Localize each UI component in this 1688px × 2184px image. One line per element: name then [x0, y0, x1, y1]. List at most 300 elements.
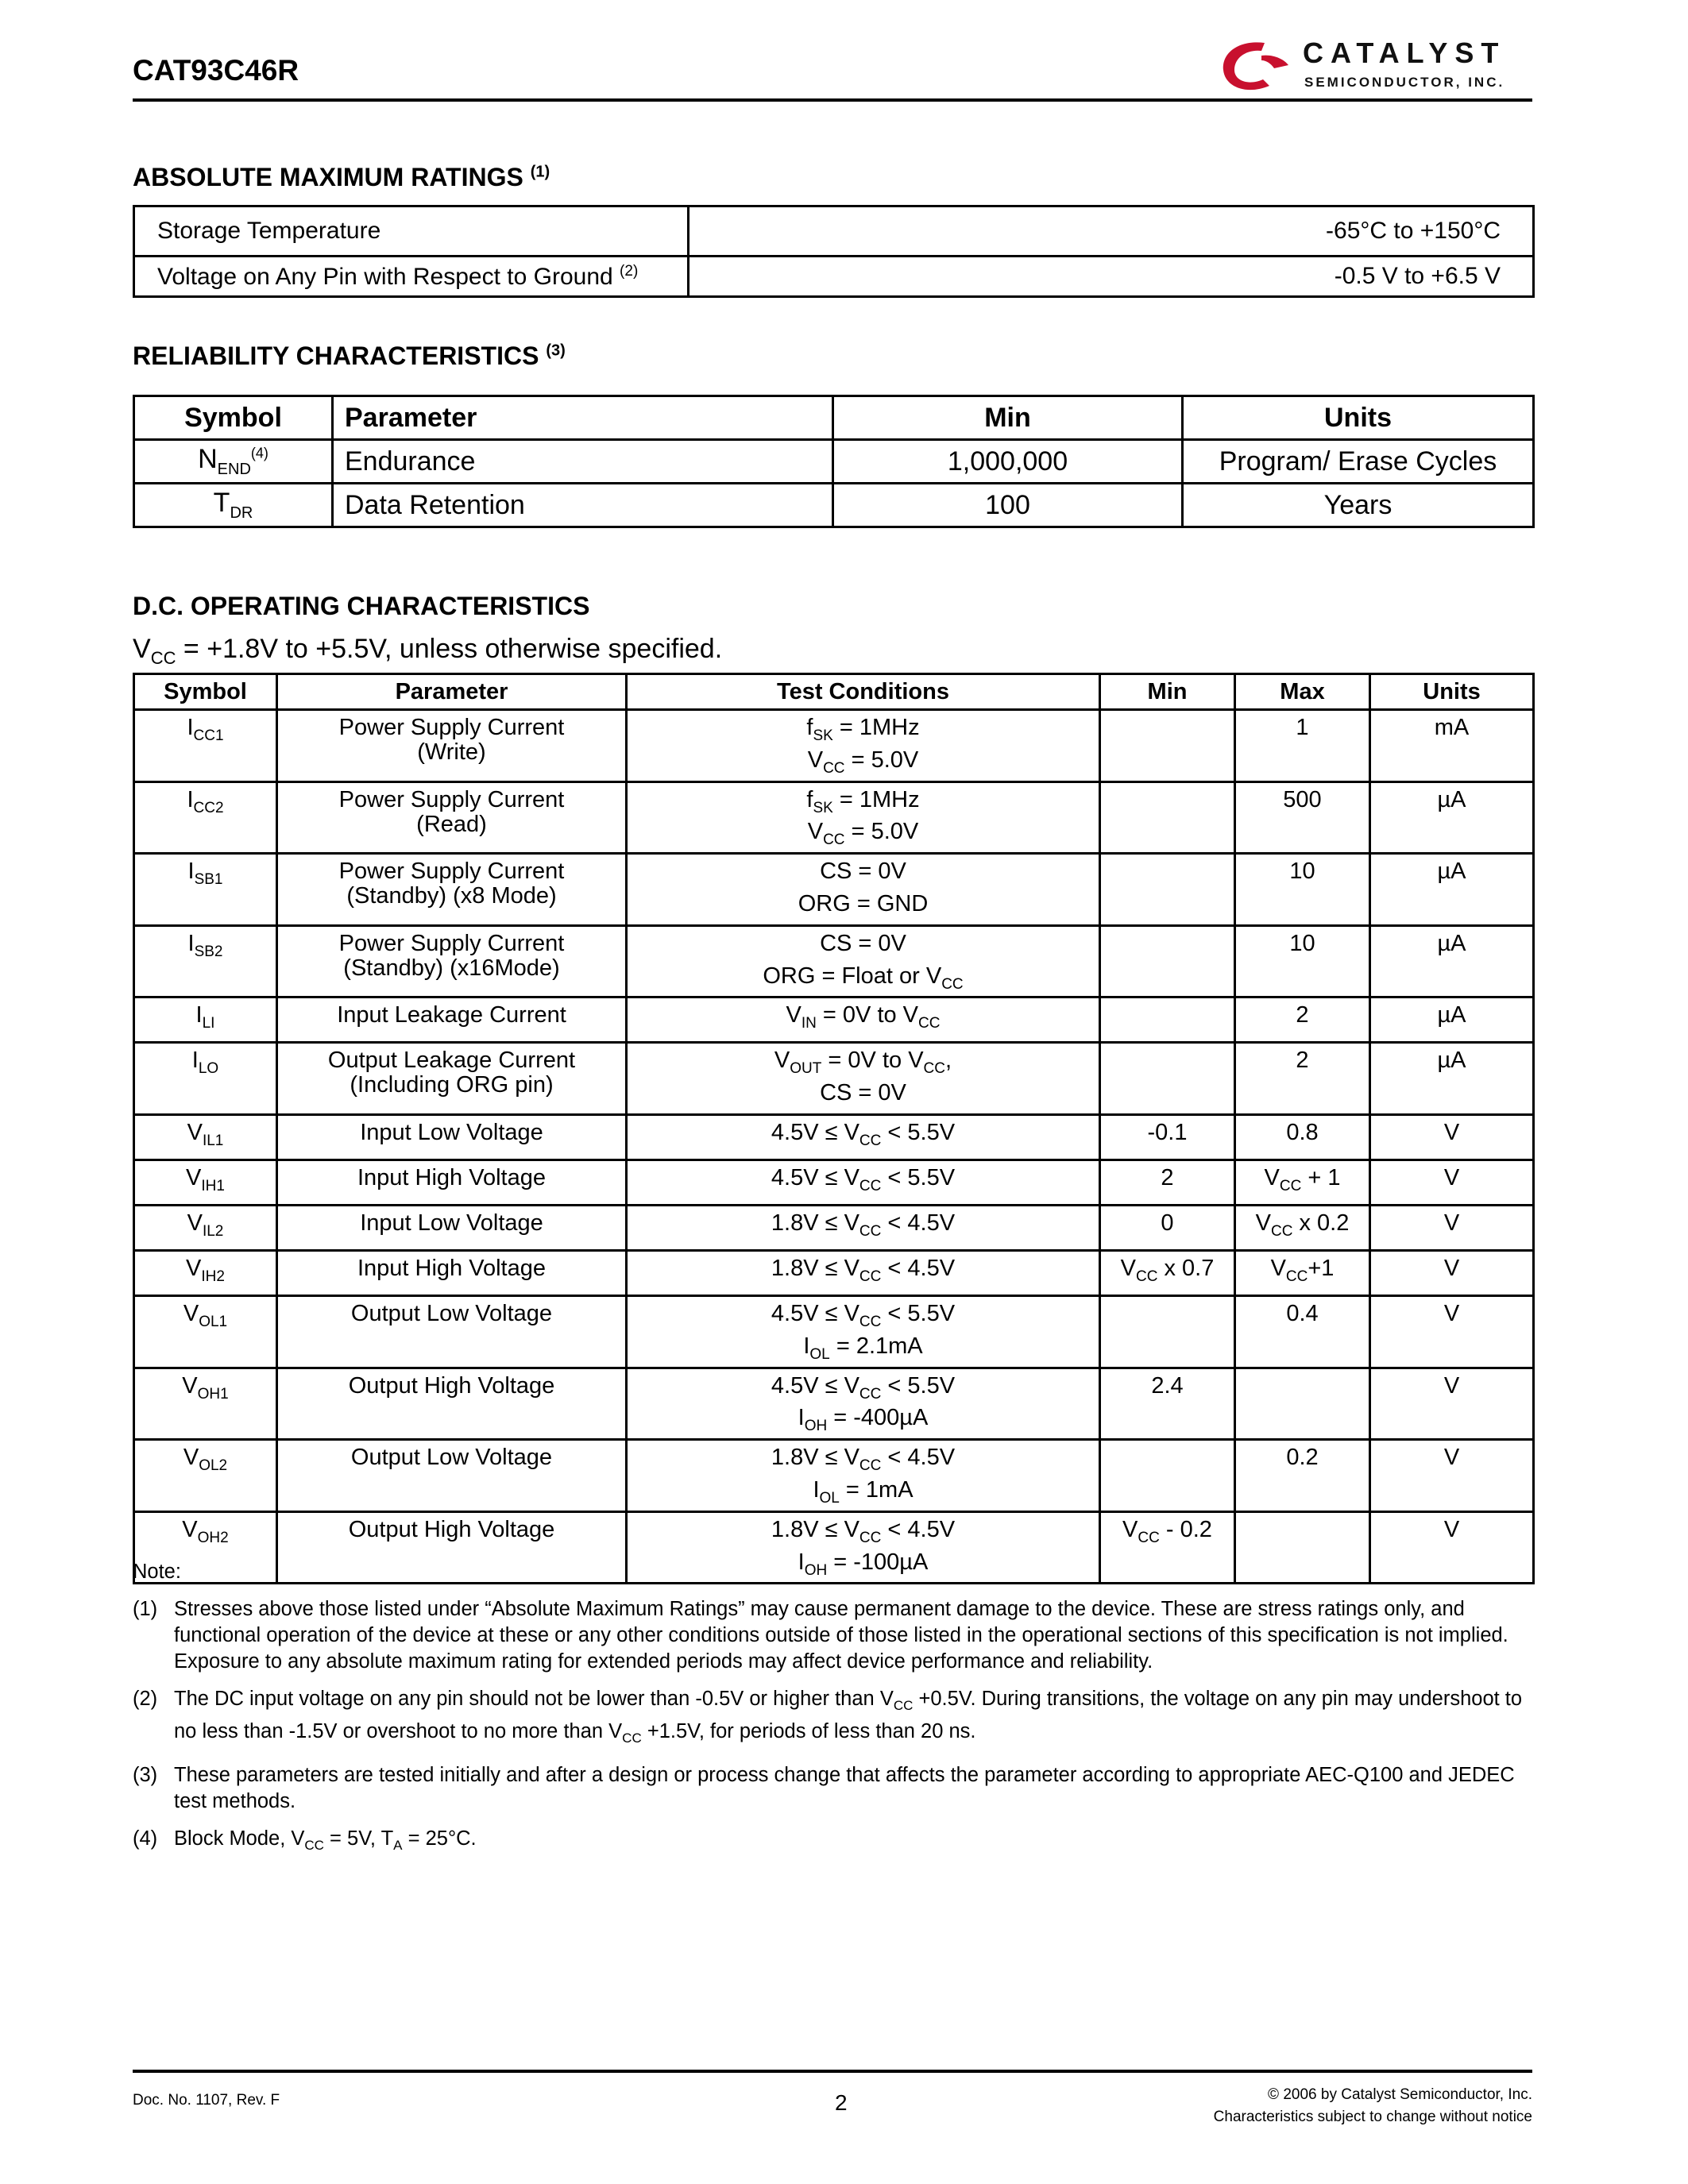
- rel-symbol-letter: N: [198, 444, 218, 475]
- dc-cond: [771, 1164, 956, 1194]
- copyright-text: © 2006 by Catalyst Semiconductor, Inc.: [1268, 2086, 1532, 2103]
- dc-test-conditions: [627, 1205, 1100, 1250]
- abs-max-row: [134, 257, 1534, 297]
- note-text-part: The DC input voltage on any pin should not be lower than -0.5V or higher than V: [174, 1688, 894, 1710]
- dc-min: 0: [1100, 1205, 1235, 1250]
- dc-parameter-line: (Standby) (x16Mode): [343, 955, 560, 981]
- dc-cond-a: 1.8V ≤ V: [771, 1516, 859, 1542]
- dc-units: µA: [1370, 997, 1534, 1043]
- dc-cond-line: [628, 859, 1099, 892]
- dc-parameter-line: Output High Voltage: [348, 1372, 555, 1399]
- dc-min: [1100, 997, 1235, 1043]
- rel-symbol-sub: END: [217, 460, 251, 478]
- dc-max-value-a: V: [1255, 1210, 1271, 1236]
- dc-parameter: [277, 1250, 627, 1295]
- dc-units: V: [1370, 1295, 1534, 1368]
- note-number: (2): [133, 1688, 158, 1710]
- dc-min-value-b: x 0.7: [1157, 1255, 1215, 1281]
- dc-cond-a: 4.5V ≤ V: [771, 1164, 859, 1190]
- dc-cond-line: [628, 1445, 1099, 1478]
- note-text: [174, 1826, 1532, 1858]
- dc-cond: [771, 1445, 956, 1474]
- dc-cond-sub: IN: [801, 1015, 817, 1032]
- dc-symbol: [134, 1114, 277, 1160]
- dc-min: [1100, 854, 1235, 926]
- dc-cond-line: [628, 1374, 1099, 1406]
- logo-swoosh-inner: [1261, 56, 1288, 68]
- dc-symbol-letter: V: [186, 1164, 202, 1190]
- abs-max-value: -65°C to +150°C: [689, 206, 1534, 257]
- reliability-table: [133, 395, 1535, 528]
- abs-max-table: [133, 205, 1535, 298]
- dc-parameter: [277, 1205, 627, 1250]
- dc-min: 2: [1100, 1160, 1235, 1205]
- dc-cond: [820, 859, 906, 884]
- dc-cond-line: [628, 1406, 1099, 1438]
- dc-min-value-sub: CC: [1135, 1268, 1158, 1285]
- notes-list: [133, 1596, 1532, 1858]
- dc-cond: [771, 1516, 956, 1546]
- abs-max-param: [134, 206, 689, 257]
- dc-symbol-letter: I: [187, 859, 195, 885]
- dc-parameter-line: Output Low Voltage: [350, 1300, 553, 1326]
- dc-units: µA: [1370, 1043, 1534, 1115]
- dc-min: [1100, 781, 1235, 854]
- note-text-part: = 5V, T: [323, 1827, 394, 1850]
- dc-row: [134, 710, 1534, 782]
- dc-min-value-a: V: [1122, 1516, 1138, 1542]
- dc-cond-sub: SK: [813, 727, 833, 744]
- dc-cond-line: [628, 1334, 1099, 1367]
- dc-cond-a: I: [798, 1405, 805, 1431]
- dc-row: [134, 781, 1534, 854]
- dc-cond-a: 4.5V ≤ V: [771, 1119, 859, 1145]
- dc-col-test-conditions: Test Conditions: [627, 674, 1100, 710]
- dc-cond-b: = 0V to V: [821, 1048, 924, 1074]
- dc-test-conditions: [627, 1250, 1100, 1295]
- dc-cond-sub: OH: [804, 1561, 828, 1579]
- dc-cond-sub: CC: [923, 1060, 945, 1078]
- dc-min: [1100, 925, 1235, 997]
- dc-test-conditions: [627, 710, 1100, 782]
- abs-max-param-text: Voltage on Any Pin with Respect to Ground: [157, 263, 613, 290]
- rel-units: Program/ Erase Cycles: [1183, 440, 1534, 484]
- reliability-heading: [133, 341, 566, 371]
- notes-heading: Note:: [133, 1561, 181, 1583]
- dc-cond-sub: OL: [809, 1345, 830, 1363]
- note-text-part: +0.5V. During transitions, the voltage on any pin may undershoot to no less than -1.5V or overshoot to no more than V: [174, 1688, 1523, 1743]
- dc-cond-sub: CC: [859, 1385, 882, 1403]
- dc-max-value-b: + 1: [1301, 1164, 1341, 1190]
- dc-cond-b: = 5.0V: [844, 819, 919, 845]
- dc-parameter-line: Input Low Voltage: [360, 1210, 543, 1236]
- dc-cond-sub: CC: [859, 1529, 882, 1546]
- dc-units: mA: [1370, 710, 1534, 782]
- note-number: (4): [133, 1827, 158, 1850]
- dc-cond-b: = -100µA: [827, 1549, 929, 1575]
- dc-symbol: [134, 1205, 277, 1250]
- dc-test-conditions: [627, 997, 1100, 1043]
- dc-max: 0.8: [1235, 1114, 1370, 1160]
- dc-cond-rest: = +1.8V to +5.5V, unless otherwise specified.: [176, 634, 723, 664]
- dc-test-conditions: [627, 1160, 1100, 1205]
- note-text-part: Block Mode, V: [174, 1827, 305, 1850]
- dc-max: 10: [1235, 925, 1370, 997]
- note-text: [174, 1596, 1532, 1675]
- dc-max-value-b: +1: [1308, 1255, 1335, 1281]
- dc-cond-sub: OH: [804, 1418, 828, 1435]
- dc-max: 500: [1235, 781, 1370, 854]
- dc-max-value: [1264, 1164, 1341, 1194]
- dc-cond: [798, 1405, 929, 1435]
- dc-units: V: [1370, 1440, 1534, 1512]
- footer-copyright: [1056, 2084, 1532, 2128]
- dc-row: [134, 1205, 1534, 1250]
- dc-max-value-sub: CC: [1270, 1222, 1293, 1240]
- dc-row: [134, 1160, 1534, 1205]
- abs-max-heading: [133, 163, 550, 192]
- dc-parameter-line: (Read): [416, 811, 487, 837]
- dc-cond-sub: CC: [859, 1177, 882, 1194]
- logo-swoosh: [1223, 42, 1269, 90]
- dc-cond-line: [628, 1256, 1099, 1289]
- dc-cond-b: = 2.1mA: [829, 1333, 923, 1359]
- dc-cond: [807, 819, 919, 849]
- dc-symbol-letter: V: [182, 1516, 198, 1542]
- dc-cond-a: I: [803, 1333, 810, 1359]
- dc-cond-a: 1.8V ≤ V: [771, 1210, 859, 1236]
- dc-units: µA: [1370, 781, 1534, 854]
- dc-cond-b: < 4.5V: [881, 1255, 956, 1281]
- dc-symbol-letter: I: [191, 1048, 199, 1074]
- dc-symbol-sub: OH2: [197, 1529, 229, 1546]
- dc-test-conditions: [627, 925, 1100, 997]
- dc-max: [1235, 1205, 1370, 1250]
- dc-cond-sub: CC: [823, 759, 845, 777]
- dc-symbol-letter: I: [187, 930, 195, 956]
- dc-row: [134, 1114, 1534, 1160]
- dc-symbol-sub: SB2: [194, 943, 223, 960]
- dc-symbol: [134, 781, 277, 854]
- dc-symbol: [134, 1295, 277, 1368]
- dc-max: 1: [1235, 710, 1370, 782]
- rel-parameter: Data Retention: [333, 484, 833, 527]
- reliability-row: [134, 484, 1534, 527]
- dc-col-units: Units: [1370, 674, 1534, 710]
- dc-row: [134, 1368, 1534, 1440]
- note-text: [174, 1762, 1532, 1815]
- document-title: CAT93C46R: [133, 54, 299, 87]
- dc-symbol: [134, 1440, 277, 1512]
- dc-cond-line: [628, 892, 1099, 924]
- dc-min: -0.1: [1100, 1114, 1235, 1160]
- note-text-part: Stresses above those listed under “Absolute Maximum Ratings” may cause permanent damage to the device. These are stress ratings only, and functional operation of the device at these or any other conditions outside of those listed in the operational sections of this specification is not implied. Exposure to any absolute maximum rating for extended periods may affect device performance and reliability.: [174, 1598, 1508, 1673]
- dc-units: V: [1370, 1160, 1534, 1205]
- dc-cond-a: ORG = Float or V: [763, 963, 942, 989]
- dc-col-symbol: Symbol: [134, 674, 277, 710]
- dc-cond-v: V: [133, 634, 151, 664]
- dc-min: [1100, 710, 1235, 782]
- dc-cond: [771, 1300, 956, 1330]
- dc-parameter: [277, 854, 627, 926]
- dc-max-value-sub: CC: [1279, 1177, 1302, 1194]
- dc-parameter-line: Power Supply Current: [338, 786, 565, 812]
- dc-parameter-line: (Including ORG pin): [350, 1072, 554, 1098]
- dc-conditions: [133, 634, 722, 669]
- dc-cond-b: < 4.5V: [881, 1516, 956, 1542]
- dc-cond-line: [628, 1166, 1099, 1198]
- dc-parameter: [277, 1043, 627, 1115]
- note-item: [133, 1596, 1532, 1675]
- dc-cond-comma: ,: [945, 1048, 952, 1074]
- note-text-sub: CC: [304, 1838, 324, 1854]
- dc-max: 0.4: [1235, 1295, 1370, 1368]
- note-number: (3): [133, 1764, 158, 1787]
- dc-parameter-line: Input Low Voltage: [360, 1119, 543, 1145]
- dc-cond-b: = 1MHz: [832, 715, 920, 740]
- rel-units: Years: [1183, 484, 1534, 527]
- dc-max: [1235, 1160, 1370, 1205]
- dc-symbol-letter: V: [182, 1372, 198, 1399]
- dc-cond-a: CS = 0V: [820, 859, 906, 885]
- reliability-heading-text: RELIABILITY CHARACTERISTICS: [133, 341, 539, 370]
- dc-units: µA: [1370, 925, 1534, 997]
- dc-symbol: [134, 1043, 277, 1115]
- dc-cond-b: < 5.5V: [881, 1164, 956, 1190]
- note-text-part: = 25°C.: [402, 1827, 477, 1850]
- dc-test-conditions: [627, 1295, 1100, 1368]
- rel-col-symbol: Symbol: [134, 396, 333, 440]
- dc-table: [133, 673, 1535, 1584]
- dc-symbol-sub: LI: [202, 1015, 215, 1032]
- dc-parameter-line: Input Leakage Current: [337, 1002, 566, 1028]
- footer-doc-number: Doc. No. 1107, Rev. F: [133, 2092, 280, 2109]
- dc-min-value-a: V: [1120, 1255, 1136, 1281]
- dc-row: [134, 1440, 1534, 1512]
- dc-cond: [803, 1333, 923, 1363]
- dc-min: [1100, 1295, 1235, 1368]
- dc-cond: [763, 963, 964, 993]
- dc-symbol: [134, 997, 277, 1043]
- note-number: (1): [133, 1598, 158, 1620]
- abs-max-value: -0.5 V to +6.5 V: [689, 257, 1534, 297]
- dc-cond-a: I: [798, 1549, 805, 1575]
- dc-parameter: [277, 997, 627, 1043]
- dc-cond-line: [628, 820, 1099, 852]
- dc-row: [134, 1043, 1534, 1115]
- dc-cond-b: = 1mA: [839, 1476, 914, 1503]
- dc-cond-b: < 4.5V: [881, 1445, 956, 1471]
- note-item: [133, 1762, 1532, 1815]
- dc-cond-line: [628, 1121, 1099, 1153]
- dc-parameter-line: Power Supply Current: [338, 859, 565, 885]
- dc-cond: [806, 715, 920, 744]
- note-text-part: These parameters are tested initially and after a design or process change that affects the parameter according to appropriate AEC-Q100 and JEDEC test methods.: [174, 1764, 1515, 1813]
- dc-cond-a: V: [807, 747, 824, 773]
- dc-cond-a: 4.5V ≤ V: [771, 1372, 859, 1399]
- dc-symbol: [134, 1250, 277, 1295]
- dc-row: [134, 1295, 1534, 1368]
- dc-cond-b: = 5.0V: [844, 747, 919, 773]
- dc-parameter: [277, 925, 627, 997]
- header-rule: [133, 98, 1532, 102]
- dc-max: 2: [1235, 1043, 1370, 1115]
- dc-row: [134, 1250, 1534, 1295]
- dc-units: V: [1370, 1250, 1534, 1295]
- dc-symbol-sub: IH2: [201, 1268, 225, 1285]
- dc-cond-sub: CC: [859, 1457, 882, 1474]
- dc-test-conditions: [627, 1368, 1100, 1440]
- dc-col-min: Min: [1100, 674, 1235, 710]
- dc-cond: [771, 1210, 956, 1240]
- dc-cond-a: V: [807, 819, 824, 845]
- dc-parameter: [277, 1440, 627, 1512]
- dc-cond-a: CS = 0V: [820, 1080, 906, 1106]
- dc-cond-a: f: [806, 715, 813, 740]
- dc-cond-line: [628, 788, 1099, 820]
- dc-cond-sub: SK: [813, 799, 833, 816]
- page-number: 2: [835, 2090, 848, 2115]
- dc-parameter-line: (Write): [417, 739, 486, 765]
- dc-cond: [918, 1002, 941, 1032]
- dc-cond-b: = 1MHz: [832, 786, 920, 812]
- dc-min-value: [1122, 1516, 1212, 1546]
- dc-cond-a: 1.8V ≤ V: [771, 1255, 859, 1281]
- dc-parameter-line: Power Supply Current: [338, 930, 565, 956]
- dc-symbol-sub: OL2: [199, 1457, 228, 1474]
- dc-cond-b: < 5.5V: [881, 1372, 956, 1399]
- dc-cond-a: CS = 0V: [820, 930, 906, 956]
- dc-max: 2: [1235, 997, 1370, 1043]
- note-text-sub: A: [393, 1838, 403, 1854]
- rel-symbol: [134, 484, 333, 527]
- catalyst-logo-mark: [1215, 35, 1300, 98]
- dc-parameter: [277, 781, 627, 854]
- dc-units: µA: [1370, 854, 1534, 926]
- note-text-sub: CC: [893, 1698, 914, 1714]
- dc-cond-sub: CC: [150, 647, 176, 668]
- catalyst-logo: [1215, 35, 1533, 98]
- dc-cond-b: = 0V to V: [816, 1002, 919, 1028]
- dc-cond-a: V: [786, 1002, 802, 1028]
- dc-row: [134, 854, 1534, 926]
- dc-cond-a: 4.5V ≤ V: [771, 1300, 859, 1326]
- dc-cond-sub: OUT: [790, 1060, 822, 1078]
- dc-symbol: [134, 1160, 277, 1205]
- dc-symbol-letter: V: [187, 1210, 203, 1236]
- dc-parameter-line: Output Low Voltage: [350, 1445, 553, 1471]
- dc-cond-b: < 5.5V: [881, 1119, 956, 1145]
- dc-cond-sub: CC: [859, 1222, 882, 1240]
- note-item: [133, 1826, 1532, 1858]
- dc-cond-a: V: [774, 1048, 790, 1074]
- dc-parameter: [277, 1295, 627, 1368]
- dc-parameter: [277, 710, 627, 782]
- dc-cond-sub: OL: [819, 1489, 840, 1507]
- dc-cond-b: < 5.5V: [881, 1300, 956, 1326]
- dc-cond: [798, 891, 929, 916]
- rel-min: 100: [833, 484, 1183, 527]
- dc-symbol-letter: V: [183, 1300, 199, 1326]
- dc-test-conditions: [627, 1440, 1100, 1512]
- dc-units: V: [1370, 1114, 1534, 1160]
- note-text-sub: CC: [622, 1731, 642, 1746]
- dc-max-value-b: x 0.2: [1292, 1210, 1350, 1236]
- dc-min: [1100, 1440, 1235, 1512]
- dc-cond-b: < 4.5V: [881, 1210, 956, 1236]
- dc-cond: [806, 786, 920, 816]
- abs-max-param-ref: (2): [620, 262, 639, 280]
- dc-cond-sub: CC: [918, 1015, 941, 1032]
- rel-parameter: Endurance: [333, 440, 833, 484]
- dc-max-value-a: V: [1264, 1164, 1280, 1190]
- dc-col-parameter: Parameter: [277, 674, 627, 710]
- dc-cond-b: = -400µA: [827, 1405, 929, 1431]
- note-text-part: +1.5V, for periods of less than 20 ns.: [641, 1720, 976, 1743]
- dc-cond-line: [628, 1211, 1099, 1244]
- rel-col-units: Units: [1183, 396, 1534, 440]
- dc-cond: [820, 1080, 906, 1106]
- abs-max-heading-ref: (1): [530, 163, 550, 181]
- dc-cond-line: [628, 1048, 1099, 1081]
- notes-section: [133, 1559, 1532, 1870]
- abs-max-param: [134, 257, 689, 297]
- dc-symbol: [134, 925, 277, 997]
- dc-min-value-b: - 0.2: [1159, 1516, 1212, 1542]
- dc-cond-line: [628, 716, 1099, 748]
- dc-cond: [771, 1119, 956, 1149]
- rel-symbol: [134, 440, 333, 484]
- dc-cond: [771, 1372, 956, 1403]
- footer-rule: [133, 2070, 1532, 2073]
- dc-max: [1235, 1250, 1370, 1295]
- dc-symbol-letter: I: [187, 786, 194, 812]
- dc-cond-a: f: [806, 786, 813, 812]
- dc-cond-a: 1.8V ≤ V: [771, 1445, 859, 1471]
- abs-max-param-text: Storage Temperature: [157, 218, 381, 244]
- dc-test-conditions: [627, 854, 1100, 926]
- dc-cond-line: [628, 964, 1099, 997]
- dc-cond-a: I: [813, 1476, 820, 1503]
- dc-symbol-letter: I: [195, 1002, 203, 1028]
- dc-symbol-letter: I: [187, 715, 194, 740]
- dc-cond-sub: CC: [941, 975, 964, 993]
- dc-max: [1235, 1368, 1370, 1440]
- rel-symbol-sub: DR: [230, 504, 253, 522]
- dc-min: [1100, 1043, 1235, 1115]
- dc-row: [134, 997, 1534, 1043]
- dc-symbol-letter: V: [186, 1255, 202, 1281]
- note-item: [133, 1686, 1532, 1751]
- dc-parameter-line: Input High Voltage: [357, 1164, 546, 1190]
- dc-cond-line: [628, 748, 1099, 781]
- dc-symbol-sub: CC2: [193, 799, 224, 816]
- dc-parameter: [277, 1114, 627, 1160]
- dc-cond-line: [628, 932, 1099, 964]
- dc-cond-line: [628, 1003, 1099, 1036]
- dc-symbol: [134, 1368, 277, 1440]
- dc-symbol-sub: OL1: [199, 1313, 228, 1330]
- dc-min-value-sub: CC: [1138, 1529, 1160, 1546]
- dc-max-value: [1270, 1255, 1335, 1285]
- logo-name: CATALYST: [1303, 37, 1506, 69]
- dc-test-conditions: [627, 1114, 1100, 1160]
- rel-col-parameter: Parameter: [333, 396, 833, 440]
- dc-cond: [813, 1476, 914, 1507]
- dc-cond-line: [628, 1081, 1099, 1113]
- dc-min-value: [1120, 1255, 1215, 1285]
- dc-symbol-sub: LO: [198, 1060, 219, 1078]
